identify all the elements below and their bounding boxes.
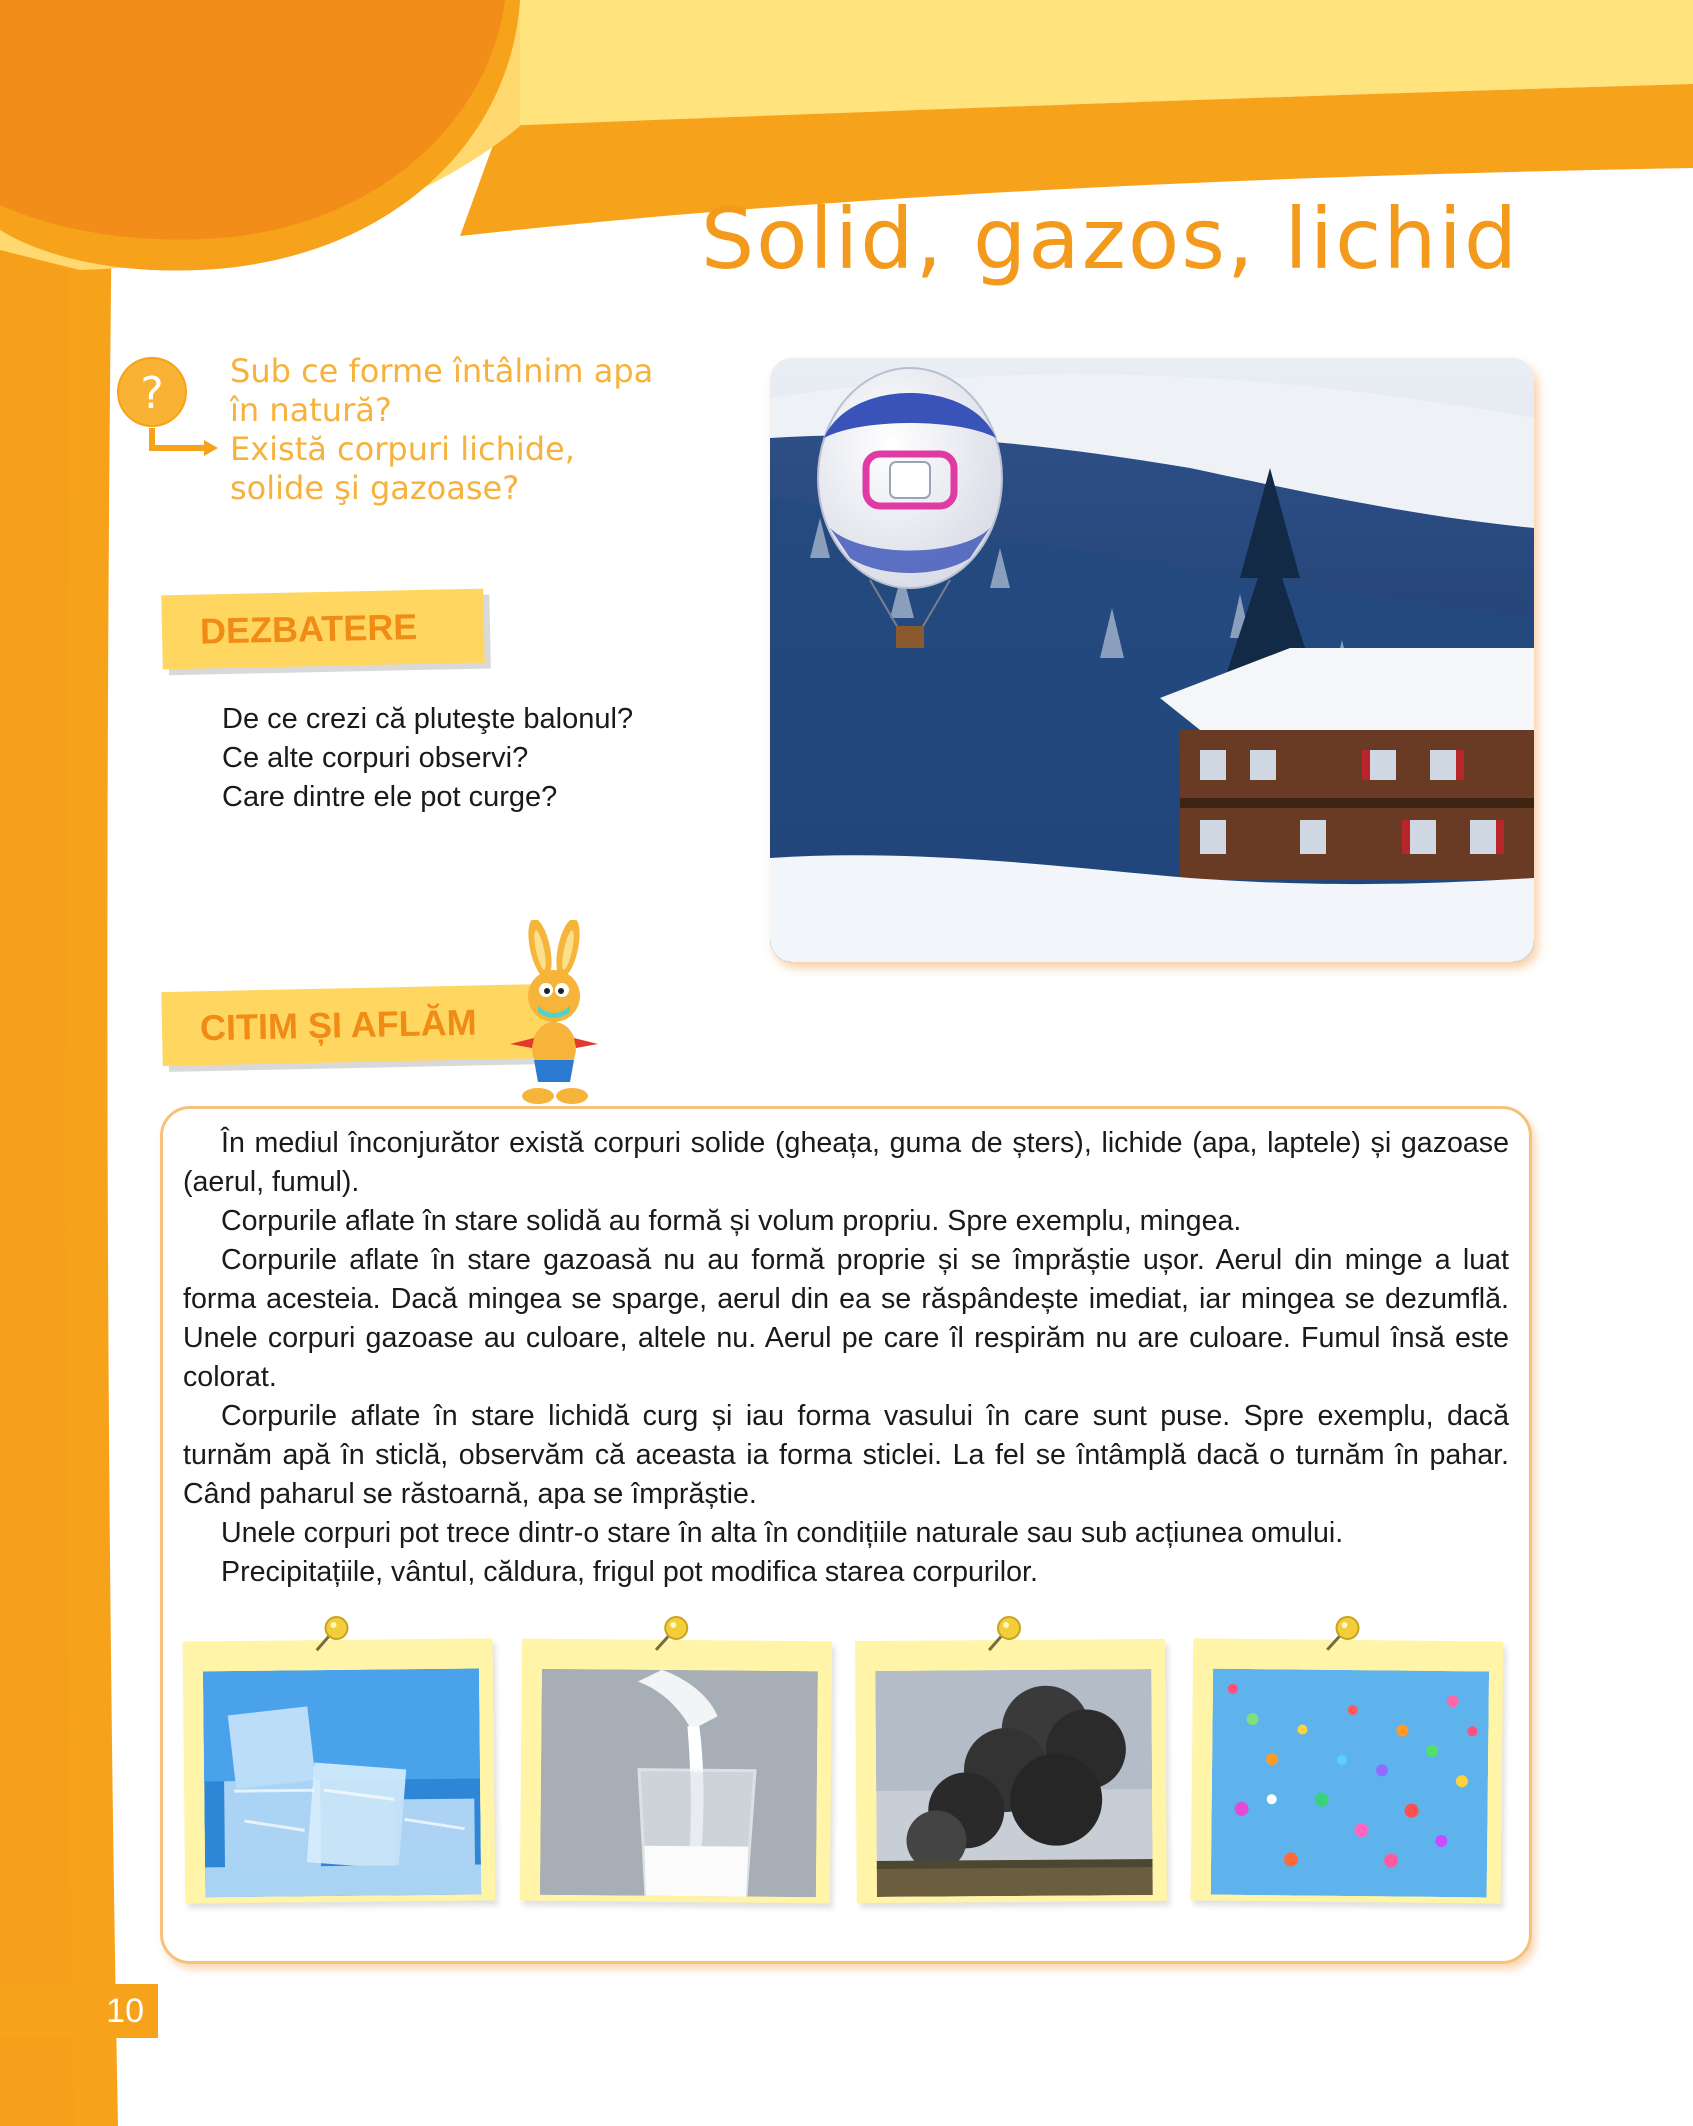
reading-paragraph: Corpurile aflate în stare solidă au formă și volum propriu. Spre exemplu, mingea. — [221, 1205, 1242, 1237]
debate-line: De ce crezi că pluteşte balonul? — [222, 703, 634, 735]
balloons-sky-photo — [1211, 1669, 1489, 1898]
smoke-photo-note — [855, 1639, 1167, 1903]
pushpin-icon — [1317, 1610, 1366, 1659]
reading-heading-label: CITIM ȘI AFLĂM — [199, 1001, 478, 1049]
pushpin-icon — [646, 1610, 694, 1658]
milk-pouring-photo — [540, 1669, 818, 1897]
pushpin-icon — [306, 1610, 355, 1659]
question-line: Sub ce forme întâlnim apa — [230, 352, 654, 390]
debate-line: Ce alte corpuri observi? — [222, 742, 529, 774]
debate-heading-label: DEZBATERE — [199, 606, 418, 652]
reading-paragraph: În mediul înconjurător există corpuri solide (gheața, guma de șters), lichide (apa, laptele) și gazoase (aerul, fumul). — [183, 1127, 1509, 1198]
bunny-mascot — [490, 920, 620, 1110]
reading-paragraph: Corpurile aflate în stare gazoasă nu au formă proprie și se împrăștie ușor. Aerul din minge a luat forma acesteia. Dacă mingea se sparge, aerul din ea se răspândește imediat, iar mingea se dezumflă. Unele corpuri gazoase au culoare, altele nu. Aerul pe care îl respirăm nu are culoare. Fumul însă este colorat. — [183, 1244, 1509, 1393]
debate-heading — [161, 589, 484, 670]
page-number — [0, 1984, 158, 2038]
black-smoke-photo — [875, 1669, 1153, 1897]
reading-paragraph: Unele corpuri pot trece dintr-o stare în alta în condițiile naturale sau sub acțiunea omului. — [221, 1517, 1344, 1549]
page-title: Solid, gazos, lichid — [700, 190, 1520, 288]
question-icon — [112, 352, 222, 462]
page-number-label: 10 — [106, 1991, 144, 2030]
ice-cubes-photo — [203, 1669, 481, 1898]
question-line: în natură? — [230, 391, 392, 429]
debate-questions — [222, 700, 822, 817]
reading-paragraph: Precipitațiile, vântul, căldura, frigul pot modifica starea corpurilor. — [221, 1556, 1038, 1588]
reading-paragraph: Corpurile aflate în stare lichidă curg și iau forma vasului în care sunt puse. Spre exemplu, dacă turnăm apă în sticlă, observăm că aceasta ia forma sticlei. La fel se întâmplă dacă o turnăm în pahar. Când paharul se răstoarnă, apa se împrăștie. — [183, 1400, 1509, 1510]
milk-photo-note — [520, 1639, 832, 1904]
balloons-photo-note — [1191, 1638, 1504, 1903]
question-line: Există corpuri lichide, — [230, 430, 575, 468]
balloon-chalet-photo — [770, 358, 1534, 962]
ice-photo-note — [183, 1638, 496, 1903]
pushpin-icon — [979, 1610, 1027, 1658]
debate-line: Care dintre ele pot curge? — [222, 781, 558, 813]
question-glyph: ? — [140, 368, 164, 419]
intro-question — [230, 352, 750, 508]
question-line: solide şi gazoase? — [230, 469, 520, 507]
reading-text — [183, 1124, 1509, 1592]
